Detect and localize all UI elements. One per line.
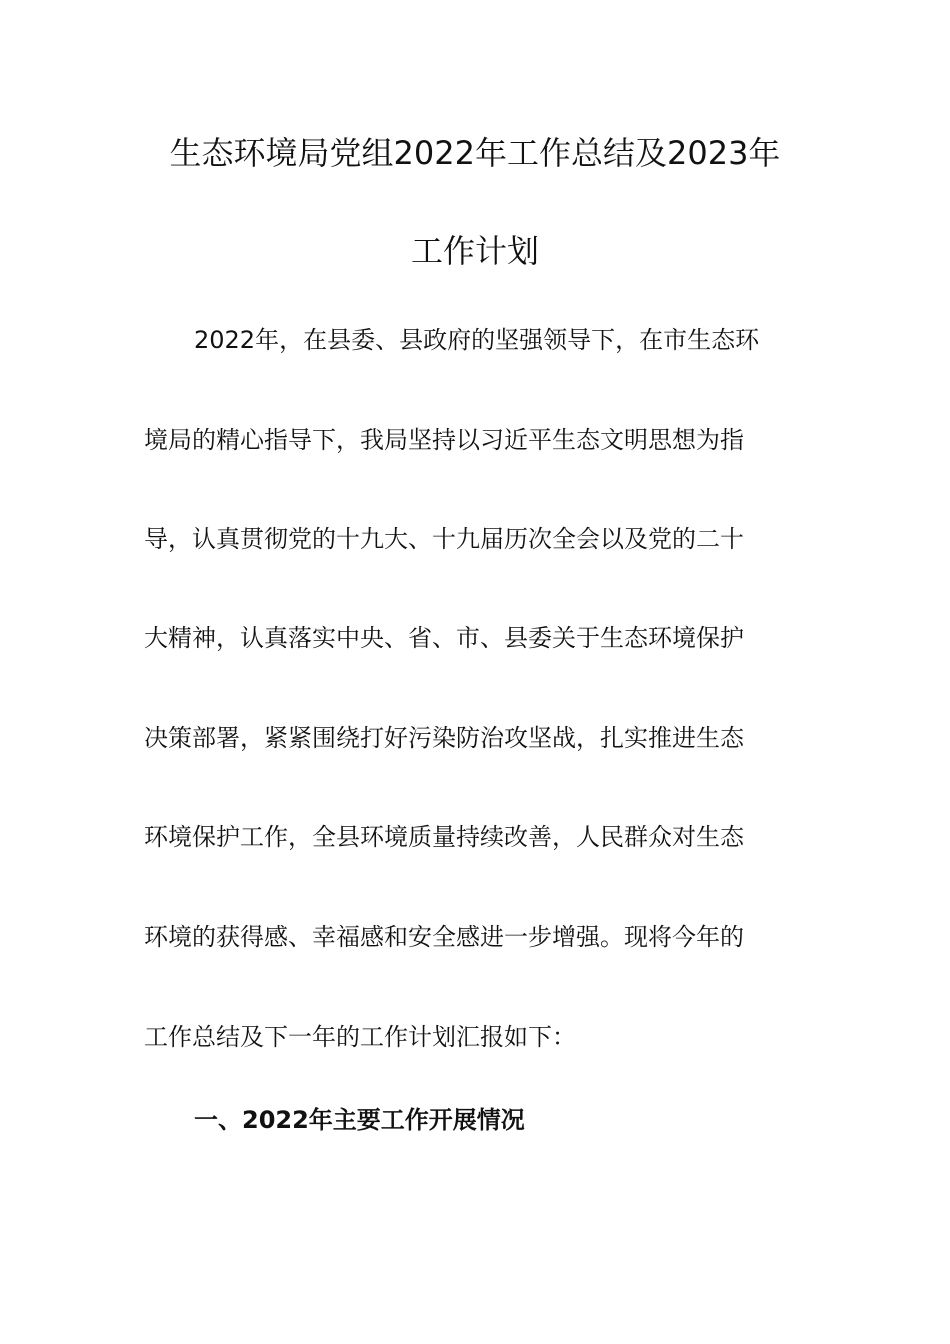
paragraph-line: 决策部署，紧紧围绕打好污染防治攻坚战，扎实推进生态 [144,724,744,752]
section-heading: 一、2022年主要工作开展情况 [194,1106,525,1134]
document-title-line-2: 工作计划 [410,232,539,270]
paragraph-line: 境局的精心指导下，我局坚持以习近平生态文明思想为指 [144,426,744,454]
document-title-line-1: 生态环境局党组2022年工作总结及2023年 [169,134,781,172]
paragraph-line: 环境保护工作，全县环境质量持续改善，人民群众对生态 [144,823,744,851]
paragraph-line: 2022年，在县委、县政府的坚强领导下，在市生态环 [194,326,760,354]
paragraph-line: 大精神，认真落实中央、省、市、县委关于生态环境保护 [144,624,744,652]
paragraph-line: 环境的获得感、幸福感和安全感进一步增强。现将今年的 [144,923,744,951]
paragraph-line: 工作总结及下一年的工作计划汇报如下： [144,1023,576,1051]
paragraph-line: 导，认真贯彻党的十九大、十九届历次全会以及党的二十 [144,525,744,553]
